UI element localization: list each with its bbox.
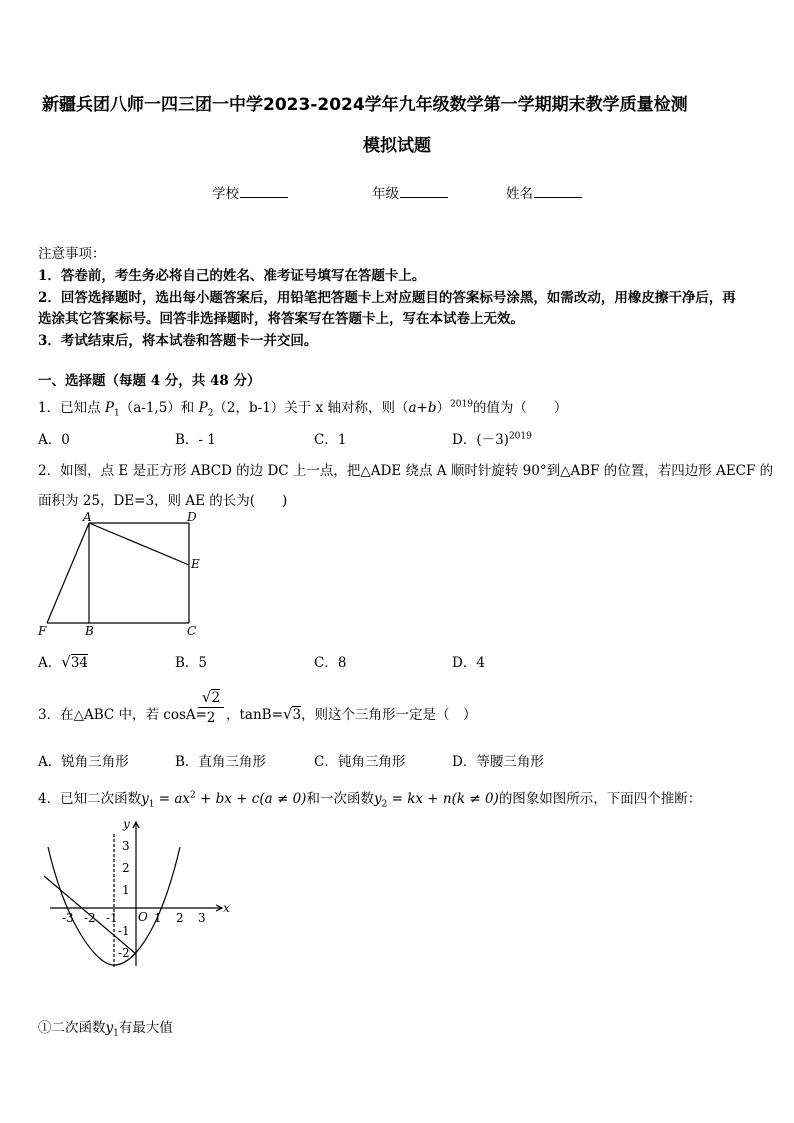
q2-figure	[30, 508, 210, 643]
question-1	[38, 396, 567, 419]
q3-option-c: C．钝角三角形	[314, 754, 406, 770]
q1-p2-sub: 2	[207, 408, 214, 419]
q2-option-a	[38, 651, 88, 671]
name-field	[506, 182, 582, 202]
q3-sqrt: √	[282, 705, 293, 723]
grade-field	[372, 182, 448, 202]
x-tick-label: 2	[176, 911, 184, 925]
x-tick-label: 3	[198, 911, 206, 925]
q4-graph	[36, 814, 236, 974]
x-tick-label: 1	[154, 911, 162, 925]
q4-cond1: (a ≠ 0)	[259, 791, 307, 807]
q4-text-a: 4．已知二次函数	[38, 791, 142, 807]
label-f: F	[38, 624, 47, 638]
x-tick-label: -1	[106, 911, 118, 925]
name-blank	[534, 185, 582, 198]
q1-text-d: ）	[436, 400, 451, 416]
q1-text-b: （a-1,5）和	[119, 400, 199, 416]
q3-text-a: 3．在△ABC 中，若 cosA=	[38, 707, 207, 723]
q1-text: 1．已知点	[38, 400, 105, 416]
y-tick-label: 3	[122, 839, 130, 853]
q4-eq1-rest: + bx + c	[195, 791, 260, 807]
q4-y1: y	[141, 791, 149, 807]
q4-y2: y	[373, 791, 382, 807]
q1-option-a: A．0	[38, 432, 70, 448]
q4-y1-sub: 1	[148, 799, 155, 810]
x-tick-label: -3	[62, 911, 74, 925]
q4-y2-sub: 2	[381, 799, 388, 810]
question-2-line-2: 面积为 25，DE=3，则 AE 的长为( )	[38, 493, 288, 509]
school-field	[212, 182, 288, 202]
y-tick-label: -2	[118, 946, 130, 960]
q2-option-c: C．8	[314, 655, 347, 671]
label-a: A	[83, 510, 92, 524]
question-3-rest	[226, 703, 477, 723]
q1-option-c: C．1	[314, 432, 347, 448]
notes-heading: 注意事项：	[38, 246, 106, 262]
y-axis-label: y	[123, 817, 130, 831]
q1-text-e: 的值为（ ）	[472, 400, 568, 416]
page-subtitle: 模拟试题	[363, 136, 431, 156]
q4-cond2: (k ≠ 0)	[451, 791, 499, 807]
q3-text-b: ，tanB=	[226, 707, 283, 723]
q3-text-c: ，则这个三角形一定是（ ）	[301, 707, 477, 723]
name-label: 姓名	[506, 186, 533, 202]
q1-p1: P	[104, 400, 114, 416]
x-tick-label: -2	[84, 911, 96, 925]
q1-option-d-text: D．(－3)	[452, 432, 509, 448]
notes-item-3: 3．考试结束后，将本试卷和答题卡一并交回。	[38, 333, 318, 349]
q3-radicand: 3	[292, 707, 302, 723]
q3-option-b: B．直角三角形	[175, 754, 266, 770]
segment-af	[47, 523, 89, 623]
q1-option-d-exp: 2019	[508, 431, 532, 442]
q4-eq1: = ax	[154, 791, 191, 807]
question-3	[38, 703, 207, 723]
q3-fraction-num: √2	[198, 688, 224, 708]
section-heading: 一、选择题（每题 4 分，共 48 分）	[38, 373, 261, 389]
q4-text-b: 和一次函数	[306, 791, 374, 807]
q4-text-c: 的图象如图所示，下面四个推断：	[498, 791, 702, 807]
notes-item-2-line-2: 选涂其它答案标号。回答非选择题时，将答案写在答题卡上，写在本试卷上无效。	[38, 311, 524, 327]
q1-p2: P	[198, 400, 208, 416]
question-2-line-1: 2．如图，点 E 是正方形 ABCD 的边 DC 上一点，把△ADE 绕点 A 顺时针旋转 90°到△ABF 的位置，若四边形 AECF 的	[38, 463, 774, 479]
q1-option-d	[452, 428, 532, 448]
page-title: 新疆兵团八师一四三团一中学2023-2024学年九年级数学第一学期期末教学质量检测	[42, 95, 688, 115]
q2-option-a-sqrt: √	[61, 653, 71, 671]
grade-label: 年级	[372, 186, 399, 202]
q4-statement-1-text: ①二次函数	[38, 1020, 106, 1036]
label-d: D	[187, 510, 197, 524]
x-axis-label: x	[223, 901, 230, 915]
q2-option-a-radicand: 34	[70, 655, 88, 671]
q4-statement-1-sub: 1	[113, 1028, 119, 1039]
q1-exp: 2019	[450, 399, 473, 410]
q1-text-c: （2，b-1）关于 x 轴对称，则（	[213, 400, 409, 416]
q3-fraction	[198, 688, 224, 728]
q4-statement-1-rest: 有最大值	[118, 1020, 173, 1036]
grade-blank	[400, 185, 448, 198]
label-c: C	[187, 624, 197, 638]
origin-label: O	[138, 910, 148, 924]
q4-eq1-sup: 2	[190, 790, 196, 801]
school-label: 学校	[212, 186, 239, 202]
q1-option-b: B．- 1	[175, 432, 216, 448]
label-b: B	[85, 624, 94, 638]
q4-statement-1	[38, 1016, 173, 1039]
q2-option-d: D．4	[452, 655, 485, 671]
notes-item-2-line-1: 2．回答选择题时，选出每小题答案后，用铅笔把答题卡上对应题目的答案标号涂黑，如需改动，用橡皮擦干净后，再	[38, 290, 736, 306]
q3-option-a: A．锐角三角形	[38, 754, 129, 770]
notes-item-1: 1．答卷前，考生务必将自己的姓名、准考证号填写在答题卡上。	[38, 268, 426, 284]
y-tick-label: 1	[122, 883, 130, 897]
q1-p1-sub: 1	[113, 408, 120, 419]
q4-statement-1-y: y	[105, 1020, 114, 1036]
q2-option-a-prefix: A．	[38, 655, 62, 671]
q4-eq2: = kx + n	[387, 791, 452, 807]
question-4	[38, 787, 701, 810]
segment-ae	[89, 523, 189, 565]
y-tick-label: 2	[122, 861, 130, 875]
q3-fraction-den: 2	[206, 710, 216, 726]
q1-expr: a+b	[408, 400, 437, 416]
q3-option-d: D．等腰三角形	[452, 754, 544, 770]
y-tick-label: -1	[118, 924, 130, 938]
label-e: E	[191, 557, 200, 571]
q2-option-b: B．5	[175, 655, 208, 671]
school-blank	[240, 185, 288, 198]
